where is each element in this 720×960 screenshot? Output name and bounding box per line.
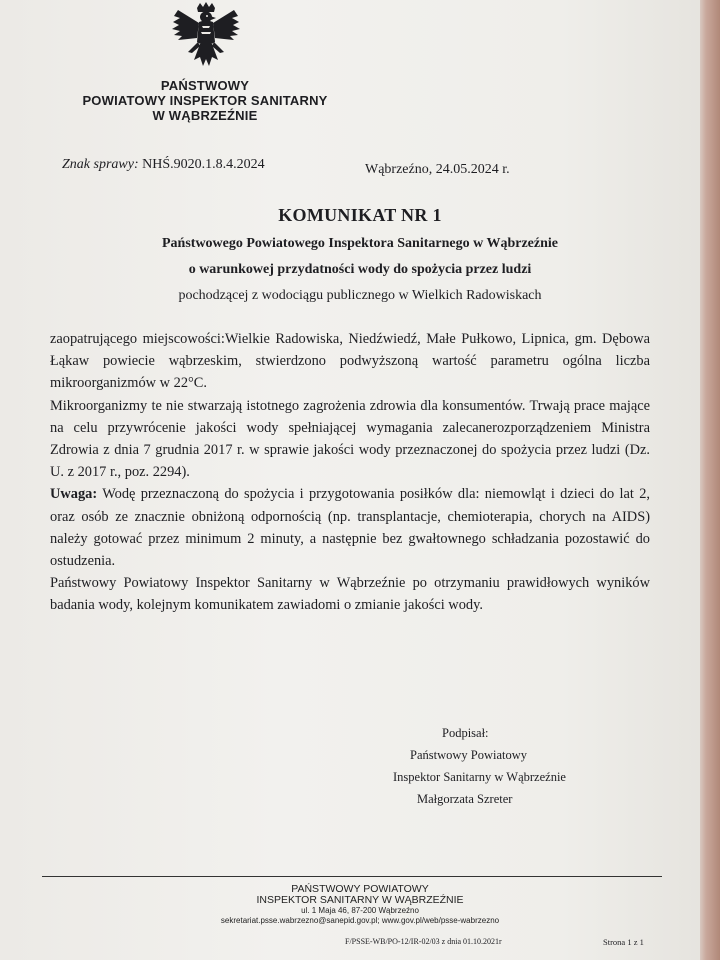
warning-label: Uwaga: xyxy=(50,486,98,503)
case-reference-number: NHŚ.9020.1.8.4.2024 xyxy=(142,157,265,172)
paragraph-water-supply: zaopatrującego miejscowości:Wielkie Radowiska, Niedźwiedź, Małe Pułkowo, Lipnica, gm. Dębowa Łąkaw powiecie wąbrzeskim, stwierdzono podwyższoną wartość parametru ogólna liczba mikroorganizmów w 22°C. xyxy=(50,331,650,392)
institution-header xyxy=(60,78,350,123)
paragraph-microorganisms: Mikroorganizmy te nie stwarzają istotnego zagrożenia zdrowia dla konsumentów. Trwają prace mające na celu przywrócenie jakości wody spełniającej wymagania zalecanerozporządzeniem Ministra Zdrowia z dnia 7 grudnia 2017 r. w sprawie jakości wody przeznaczonej do spożycia przez ludzi (Dz. U. z 2017 r., poz. 2294). xyxy=(50,397,650,481)
subtitle-line-3: pochodzącej z wodociągu publicznego w Wielkich Radowiskach xyxy=(178,288,542,303)
subtitle-line-2: o warunkowej przydatności wody do spożycia przez ludzi xyxy=(188,262,532,277)
footer-line-2: INSPEKTOR SANITARNY W WĄBRZEŹNIE xyxy=(256,894,464,906)
footer-line-1: PAŃSTWOWY POWIATOWY xyxy=(291,883,429,895)
warning-text: Wodę przeznaczoną do spożycia i przygotowania posiłków dla: niemowląt i dzieci do lat 2, oraz osób ze znacznie obniżoną odpornością (np. transplantacje, chemioterapia, chorych na AIDS) należy gotować przez minimum 2 minuty, a następnie bez gwałtownego schładzania pozostawić do ostudzenia. xyxy=(50,486,650,570)
institution-line-2: POWIATOWY INSPEKTOR SANITARNY xyxy=(82,93,328,108)
signature-title-line-2: Inspektor Sanitarny w Wąbrzeźnie xyxy=(393,770,566,784)
polish-eagle-emblem-icon xyxy=(170,2,242,72)
form-code: F/PSSE-WB/PO-12/IR-02/03 z dnia 01.10.2021r xyxy=(345,937,502,946)
case-reference-label: Znak sprawy: xyxy=(62,157,139,172)
footer-divider xyxy=(42,876,662,877)
place-and-date: Wąbrzeźno, 24.05.2024 r. xyxy=(365,162,510,177)
announcement-body xyxy=(50,328,650,617)
background-surface xyxy=(700,0,720,960)
paragraph-warning xyxy=(50,483,650,572)
footer-address: ul. 1 Maja 46, 87-200 Wąbrzeźno xyxy=(301,906,419,915)
paragraph-follow-up: Państwowy Powiatowy Inspektor Sanitarny w Wąbrzeźnie po otrzymaniu prawidłowych wyników badania wody, kolejnym komunikatem zawiadomi o zmianie jakości wody. xyxy=(50,575,650,614)
footer-contact: sekretariat.psse.wabrzezno@sanepid.gov.pl; www.gov.pl/web/psse-wabrzezno xyxy=(220,916,500,925)
signature-label: Podpisał: xyxy=(442,726,489,740)
institution-line-3: W WĄBRZEŹNIE xyxy=(152,108,258,123)
institution-line-1: PAŃSTWOWY xyxy=(160,78,250,93)
footer xyxy=(180,884,540,926)
document-title: KOMUNIKAT NR 1 xyxy=(278,205,442,225)
subtitle-line-1: Państwowego Powiatowego Inspektora Sanitarnego w Wąbrzeźnie xyxy=(162,236,558,251)
case-reference xyxy=(62,157,265,173)
signature-title-line-1: Państwowy Powiatowy xyxy=(410,748,528,762)
page-number: Strona 1 z 1 xyxy=(603,937,644,947)
signature-block xyxy=(380,722,580,810)
signatory-name: Małgorzata Szreter xyxy=(417,792,513,806)
